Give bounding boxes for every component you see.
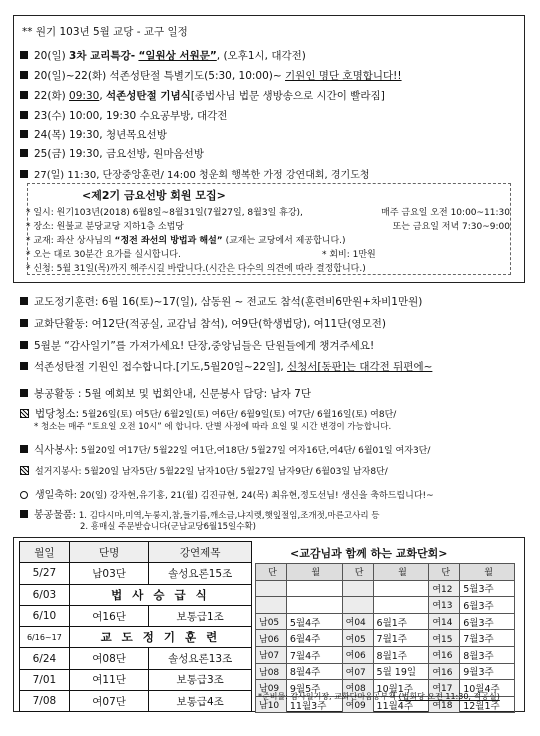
schedule-item: 20(일)~22(화) 석존성탄절 특별기도(5:30, 10:00)~ 기원인 명단 호명합니다!!	[20, 68, 402, 83]
group-cell-month: 6월3주	[460, 613, 515, 630]
schedule-item: 23(수) 10:00, 19:30 수요공부방, 대각전	[20, 108, 227, 123]
schedule-item: 20(일) 3차 교리특강- “일원상 서원문”, (오후1시, 대각전)	[20, 48, 306, 63]
recruit-title: <제2기 금요선방 회원 모집>	[82, 189, 226, 202]
schedule-title: ** 원기 103년 5월 교당 - 교구 일정	[22, 26, 188, 38]
header-title: 강연제목	[149, 542, 252, 563]
group-cell-month: 5월3주	[460, 580, 515, 597]
group-table-footnote: *준비물: 감사일기장, 교화단마음공부책 (법회당 오전 11:30, 적공실)	[258, 692, 500, 701]
group-cell-dan: 여09	[342, 696, 373, 713]
schedule-item: 24(목) 19:30, 청년목요선방	[20, 127, 167, 142]
group-cell-dan: 여04	[342, 613, 373, 630]
recruit-detail: * 오는 대로 30분간 요가를 실시합니다.	[26, 250, 181, 260]
group-cell-dan: 여08	[342, 680, 373, 697]
table-row	[256, 646, 515, 663]
table-row: 6/10 여16단 보통급1조	[20, 605, 252, 626]
group-cell-month: 10월4주	[460, 680, 515, 697]
group-cell-month: 6월1주	[373, 613, 429, 630]
table-row	[256, 580, 515, 597]
group-cell-month: 7월1주	[373, 630, 429, 647]
bullet-square-icon	[20, 111, 28, 119]
group-cell-month: 8월3주	[460, 646, 515, 663]
hatched-square-icon	[20, 409, 29, 418]
service-cleaning-note: * 청소는 매주 “토요일 오전 10시” 에 합니다. 단별 사정에 따라 요일 및 시간 변경이 가능합니다.	[34, 422, 392, 432]
group-cell-month	[286, 597, 342, 614]
recruit-fee: * 회비: 1만원	[322, 250, 376, 260]
service-cleaning: 법당청소: 5월26일(토) 여5단/ 6월2일(토) 여6단/ 6월9일(토) 여7단/ 6월16일(토) 여8단/	[20, 406, 396, 421]
service-goods: 봉공물품: 1. 김다시마,미역,누룽지,참,들기름,깨소금,냐지렛,햇잎절임,조개젓,마른고사리 등	[20, 506, 379, 521]
header-date: 월일	[20, 542, 70, 563]
table-row: 7/01 여11단 보통급3조	[20, 669, 252, 690]
notice-prayer: 석존성탄절 기원인 접수합니다.[기도,5월20일~22일], 신청서[동판]는 대각전 뒤편에~	[20, 359, 432, 374]
notice-diary: 5월분 “감사일기”를 가져가세요! 단장,중앙님들은 단원들에게 챙겨주세요!	[20, 338, 374, 353]
recruit-detail: * 교재: 좌산 상사님의 “정전 좌선의 방법과 해설” (교재는 교당에서 제공합니다.)	[26, 236, 346, 246]
bullet-square-icon	[20, 362, 28, 370]
group-cell-month: 7월3주	[460, 630, 515, 647]
service-birthday: 생일축하: 20(일) 강자현,유기홍, 21(월) 김진규현, 24(목) 최유현,정도선님! 생신을 축하드립니다!~	[20, 486, 434, 501]
notice-training: 교도정기훈련: 6월 16(토)~17(일), 삼동원 ~ 전교도 참석(훈련비6만원+차비1만원)	[20, 294, 422, 309]
group-cell-month	[373, 580, 429, 597]
recruit-detail: * 장소: 원불교 분당교당 지하1층 소법당	[26, 222, 184, 232]
bullet-square-icon	[20, 389, 28, 397]
table-row: 7/08 여07단 보통급4조	[20, 691, 252, 712]
table-row: 6/16~17 교 도 정 기 훈 련	[20, 627, 252, 648]
table-row	[256, 613, 515, 630]
group-cell-month: 12월1주	[460, 696, 515, 713]
table-row	[256, 663, 515, 680]
table-row: 5/27 남03단 솔성요론15조	[20, 563, 252, 584]
group-cell-month: 6월4주	[286, 630, 342, 647]
group-cell-dan: 여18	[429, 696, 460, 713]
group-cell-month: 7월4주	[286, 646, 342, 663]
ring-bullet-icon	[20, 491, 28, 499]
group-cell-month: 5월4주	[286, 613, 342, 630]
group-cell-month: 8월4주	[286, 663, 342, 680]
group-cell-month: 10월1주	[373, 680, 429, 697]
group-cell-dan: 여16	[429, 663, 460, 680]
schedule-item: 25(금) 19:30, 금요선방, 원마음선방	[20, 146, 204, 161]
recruit-detail: * 신청: 5월 31일(목)까지 해주시길 바랍니다.(시간은 다수의 의견에 따라 결정합니다.)	[26, 264, 366, 274]
bullet-square-icon	[20, 91, 28, 99]
bullet-square-icon	[20, 445, 28, 453]
bullet-square-icon	[20, 319, 28, 327]
lecture-table	[19, 541, 252, 712]
group-cell-dan: 여16	[429, 646, 460, 663]
bullet-square-icon	[20, 297, 28, 305]
group-cell-dan: 여05	[342, 630, 373, 647]
recruit-time: 매주 금요일 오전 10:00~11:30	[381, 208, 510, 218]
group-cell-month: 9월5주	[286, 680, 342, 697]
group-cell-dan: 남06	[256, 630, 287, 647]
bullet-square-icon	[20, 51, 28, 59]
group-cell-month: 6월3주	[460, 597, 515, 614]
group-cell-month: 9월3주	[460, 663, 515, 680]
group-cell-dan	[342, 597, 373, 614]
bullet-square-icon	[20, 130, 28, 138]
bullet-square-icon	[20, 510, 28, 518]
hatched-square-icon	[20, 466, 29, 475]
table-row: 6/03 법 사 승 급 식	[20, 584, 252, 605]
schedule-item: 27(일) 11:30, 단장중앙훈련/ 14:00 청운회 행복한 가정 강연대회, 경기도청	[20, 166, 370, 181]
service-goods-line2: 2. 흥매실 주문받습니다(군남교당6월15일수확)	[80, 522, 256, 532]
group-header-row: 단 월 단 월 단 월	[256, 564, 515, 581]
group-cell-dan: 여15	[429, 630, 460, 647]
group-cell-dan: 여14	[429, 613, 460, 630]
group-cell-dan: 남09	[256, 680, 287, 697]
group-cell-month: 5월 19일	[373, 663, 429, 680]
group-cell-month: 11월4주	[373, 696, 429, 713]
group-cell-dan: 남10	[256, 696, 287, 713]
group-cell-month	[373, 597, 429, 614]
service-dish: 설거지봉사: 5월20일 남자5단/ 5월22일 남자10단/ 5월27일 남자9단/ 6월03일 남자8단/	[20, 464, 388, 477]
recruit-time-alt: 또는 금요일 저녁 7:30~9:00	[392, 222, 510, 232]
service-bongsa: 봉공활동 : 5월 예회보 및 법회안내, 신문봉사 담당: 남자 7단	[20, 386, 311, 401]
schedule-item: 22(화) 09:30, 석존성탄절 기념식[종법사님 법문 생방송으로 시간이 빨라짐]	[20, 88, 385, 103]
group-cell-month: 11월3주	[286, 696, 342, 713]
group-cell-dan: 여12	[429, 580, 460, 597]
group-cell-month: 8월1주	[373, 646, 429, 663]
header-dan: 단명	[69, 542, 149, 563]
bullet-square-icon	[20, 170, 28, 178]
table-row	[256, 597, 515, 614]
group-cell-dan	[342, 580, 373, 597]
group-cell-dan: 남05	[256, 613, 287, 630]
group-table-title: <교감님과 함께 하는 교화단회>	[290, 547, 448, 560]
bullet-square-icon	[20, 71, 28, 79]
bullet-square-icon	[20, 341, 28, 349]
group-cell-dan: 남08	[256, 663, 287, 680]
group-cell-dan: 여07	[342, 663, 373, 680]
table-row: 6/24 여08단 솔성요론13조	[20, 648, 252, 669]
group-cell-dan: 남07	[256, 646, 287, 663]
group-cell-month	[286, 580, 342, 597]
group-cell-dan: 여17	[429, 680, 460, 697]
table-row	[256, 630, 515, 647]
lecture-header-row	[20, 542, 252, 563]
notice-group: 교화단활동: 여12단(적공실, 교감님 참석), 여9단(학생법당), 여11단(영모전)	[20, 316, 386, 331]
bullet-square-icon	[20, 149, 28, 157]
service-meal: 식사봉사: 5월20일 여17단/ 5월22일 여1단,여18단/ 5월27일 여자16단,여4단/ 6월01일 여자3단/	[20, 442, 430, 457]
group-cell-dan: 여13	[429, 597, 460, 614]
group-cell-dan	[256, 597, 287, 614]
recruit-detail: * 일시: 원기103년(2018) 6월8일~8월31일(7월27일, 8월3일 휴강),	[26, 208, 303, 218]
group-cell-dan	[256, 580, 287, 597]
group-cell-dan: 여06	[342, 646, 373, 663]
